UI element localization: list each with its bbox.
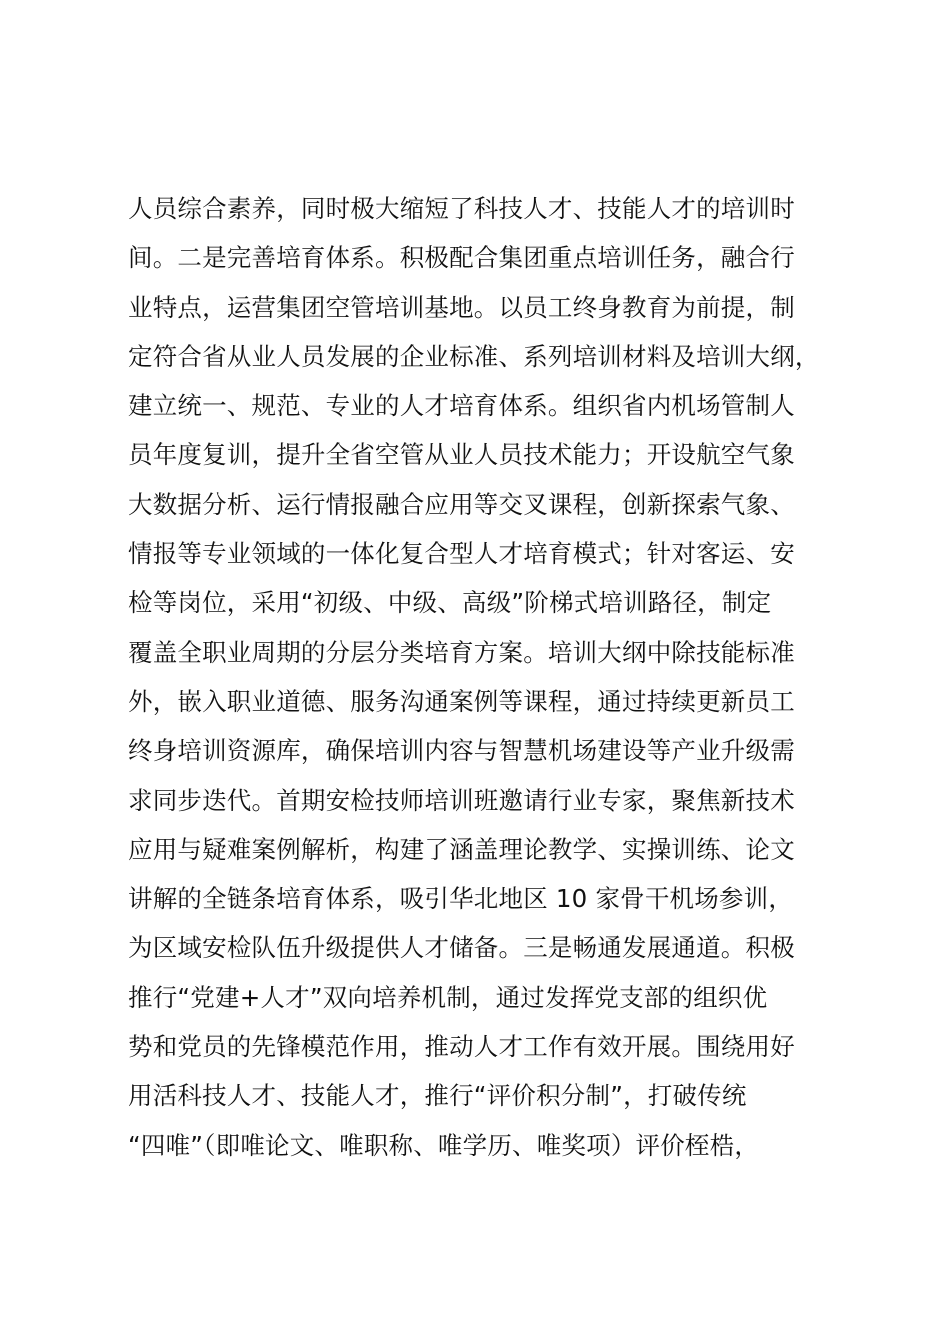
body-paragraph [128, 184, 848, 1170]
text-line: 定符合省从业人员发展的企业标准、系列培训材料及培训大纲， [128, 341, 820, 371]
text-line: 求同步迭代。首期安检技师培训班邀请行业专家，聚焦新技术 [128, 785, 795, 815]
text-line: 员年度复训，提升全省空管从业人员技术能力；开设航空气象 [128, 440, 795, 470]
text-line: 势和党员的先锋模范作用，推动人才工作有效开展。围绕用好 [128, 1032, 795, 1062]
text-line: 推行“党建+人才”双向培养机制，通过发挥党支部的组织优 [128, 982, 768, 1012]
text-line: 为区域安检队伍升级提供人才储备。三是畅通发展通道。积极 [128, 933, 795, 963]
text-line: 间。二是完善培育体系。积极配合集团重点培训任务，融合行 [128, 243, 795, 273]
text-line: “四唯”（即唯论文、唯职称、唯学历、唯奖项）评价桎梏， [128, 1130, 760, 1160]
text-line: 大数据分析、运行情报融合应用等交叉课程，创新探索气象、 [128, 489, 795, 519]
text-line: 建立统一、规范、专业的人才培育体系。组织省内机场管制人 [128, 391, 795, 421]
text-line: 讲解的全链条培育体系，吸引华北地区 10 家骨干机场参训， [128, 884, 794, 914]
text-line: 外，嵌入职业道德、服务沟通案例等课程，通过持续更新员工 [128, 686, 795, 716]
text-line: 用活科技人才、技能人才，推行“评价积分制”，打破传统 [128, 1081, 747, 1111]
text-line: 终身培训资源库，确保培训内容与智慧机场建设等产业升级需 [128, 736, 795, 766]
text-line: 人员综合素养，同时极大缩短了科技人才、技能人才的培训时 [128, 194, 795, 223]
text-line: 情报等专业领域的一体化复合型人才培育模式；针对客运、安 [128, 539, 795, 569]
text-line: 覆盖全职业周期的分层分类培育方案。培训大纲中除技能标准 [128, 637, 795, 667]
text-line: 应用与疑难案例解析，构建了涵盖理论教学、实操训练、论文 [128, 834, 795, 864]
text-line: 业特点，运营集团空管培训基地。以员工终身教育为前提，制 [128, 292, 795, 322]
text-line: 检等岗位，采用“初级、中级、高级”阶梯式培训路径，制定 [128, 588, 772, 618]
